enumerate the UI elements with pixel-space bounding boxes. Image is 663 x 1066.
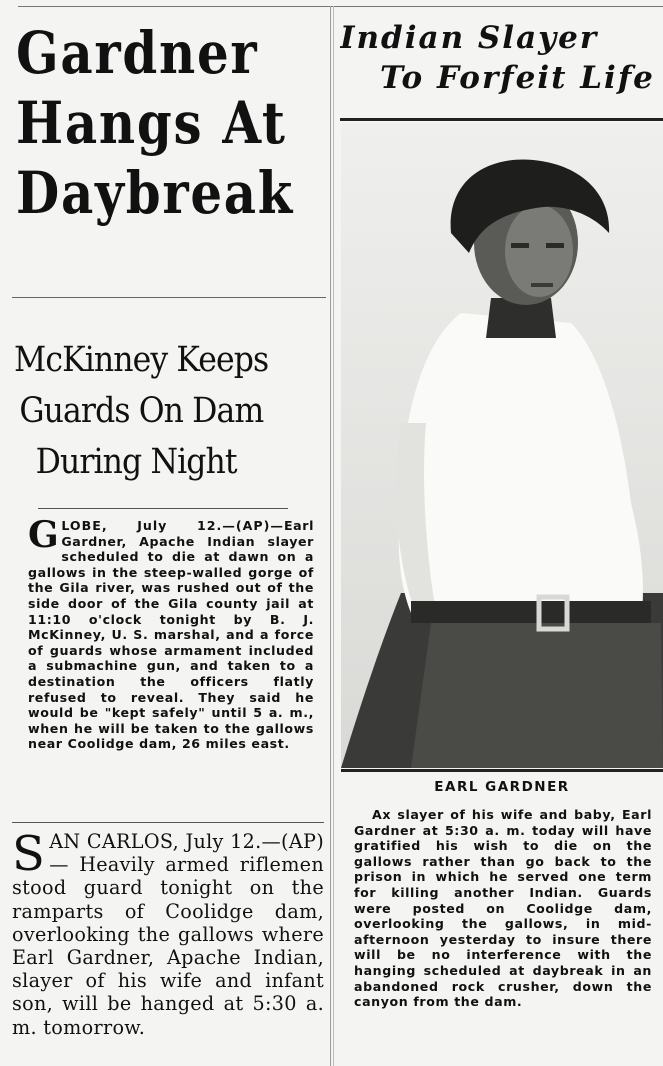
photo-caption: Ax slayer of his wife and baby, Earl Gardner at 5:30 a. m. today will have gratified his wish to die on the gallows rather than go back to the prison in which he served one term for killing another Indian. Guards were posted on Coolidge dam, overlooking the gallows, in mid-afternoon yesterday to insure there will be no interference with the hanging scheduled at daybreak in an abandoned rock crusher, down the canyon from the dam. xyxy=(354,807,652,1010)
deck-line-1: McKinney Keeps xyxy=(14,340,269,380)
story1-body: Earl Gardner, Apache Indian slayer scheduled to die at dawn on a gallows in the steep-walled gorge of the Gila river, was rushed out of the side door of the Gila county jail at 11:10 o'clock tonight by B. J. McKinney, U. S. marshal, and a force of guards whose armament included a submachine gun, and taken to a destination the officers flatly refused to reveal. They said he would be "kept safely" until 5 a. m., when he will be taken to the gallows near Coolidge dam, 26 miles east. xyxy=(28,518,314,752)
headline-rule xyxy=(12,297,326,298)
san-carlos-story xyxy=(12,826,324,1039)
top-rule xyxy=(18,6,663,7)
story1-dateline: LOBE, July 12.—(AP)— xyxy=(61,518,284,533)
headline-line-1: Gardner xyxy=(16,19,259,87)
story2-body: Heavily armed riflemen stood guard tonight on the ramparts of Coolidge dam, overlooking the gallows where Earl Gardner, Apache Indian, slayer of his wife and infant son, will be hanged at 5:30 a. m. tomorrow. xyxy=(12,853,324,1039)
deck-headline xyxy=(14,335,295,488)
column-divider-inner xyxy=(333,6,334,1066)
right-headline xyxy=(340,18,663,98)
left-column xyxy=(12,10,326,228)
headline-line-3: Daybreak xyxy=(16,159,295,227)
photo-bottom-rule xyxy=(341,769,663,772)
portrait-illustration xyxy=(341,123,663,768)
headline-line-2: Hangs At xyxy=(16,89,287,157)
photo-top-rule xyxy=(340,118,663,121)
deck-line-2: Guards On Dam xyxy=(19,391,264,431)
caption-name: EARL GARDNER xyxy=(434,779,570,795)
column-divider xyxy=(330,6,331,1066)
story-rule xyxy=(12,822,324,823)
right-headline-line-1: Indian Slayer xyxy=(340,20,599,56)
deck-line-3: During Night xyxy=(35,442,237,482)
globe-story xyxy=(28,514,314,752)
deck-rule xyxy=(38,508,288,509)
story2-dropcap: S xyxy=(12,826,46,882)
right-headline-line-2: To Forfeit Life xyxy=(380,60,655,96)
main-headline xyxy=(16,18,295,228)
story2-dateline: AN CARLOS, July 12.—(AP) — xyxy=(49,830,324,877)
story1-dropcap: G xyxy=(28,514,60,556)
portrait-photo xyxy=(341,123,663,768)
